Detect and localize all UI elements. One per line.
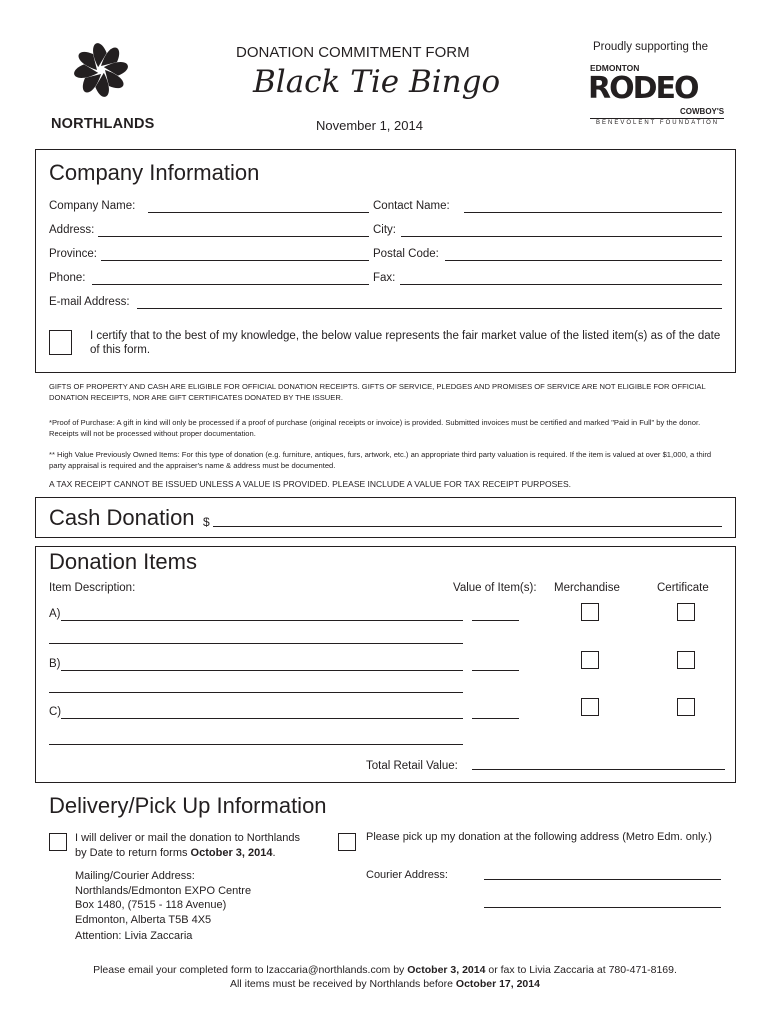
org-name: NORTHLANDS bbox=[51, 116, 155, 132]
deliver-option-end: . bbox=[272, 847, 276, 859]
item-row-c-certificate-checkbox[interactable] bbox=[677, 698, 695, 716]
cash-amount-field[interactable] bbox=[213, 526, 722, 527]
footer-line-1 bbox=[0, 964, 770, 976]
item-row-b-value[interactable] bbox=[472, 670, 519, 671]
swirl-icon bbox=[70, 36, 132, 104]
eligibility-note: GIFTS OF PROPERTY AND CASH ARE ELIGIBLE FOR OFFICIAL DONATION RECEIPTS. GIFTS OF SERVICE, PLEDGES AND PROMISES OF SERVICE ARE NOT ELIGIBLE FOR OFFICIAL DONATION RECEIPTS, NOR ARE GIFT CERTIFICATES DONATED BY THE ISSUER. bbox=[49, 382, 706, 402]
item-row-c-merchandise-checkbox[interactable] bbox=[581, 698, 599, 716]
item-row-c-description[interactable] bbox=[61, 718, 463, 719]
certify-text: I certify that to the best of my knowledge, the below value represents the fair market value of the listed item(s) as of the date of this form. bbox=[90, 330, 721, 356]
city-field[interactable] bbox=[401, 236, 722, 237]
footer-line-1-start: Please email your completed form to lzaccaria@northlands.com by bbox=[93, 964, 408, 976]
address-field[interactable] bbox=[98, 236, 369, 237]
supporting-text: Proudly supporting the bbox=[593, 41, 709, 53]
col-description: Item Description: bbox=[49, 582, 136, 594]
footer-line-2-date: October 17, 2014 bbox=[455, 978, 540, 990]
rodeo-logo-line2: COWBOY'S bbox=[680, 107, 725, 116]
item-row-b-label: B) bbox=[49, 658, 61, 670]
pickup-option-text: Please pick up my donation at the following address (Metro Edm. only.) bbox=[366, 831, 712, 843]
email-field[interactable] bbox=[137, 308, 722, 309]
mailing-address-block bbox=[75, 869, 251, 944]
fax-label: Fax: bbox=[373, 272, 396, 284]
high-value-note: ** High Value Previously Owned Items: For this type of donation (e.g. furniture, antiques, furs, artwork, etc.) an appropriate third party valuation is required. If the item is valued at over $1,000, a third party appraisal is required and the appraiser's name & address must be documented. bbox=[49, 450, 712, 470]
deliver-option-line2 bbox=[75, 846, 300, 861]
northlands-logo bbox=[70, 36, 132, 104]
item-row-a-value[interactable] bbox=[472, 620, 519, 621]
address-label: Address: bbox=[49, 224, 95, 236]
items-section bbox=[35, 546, 736, 783]
col-value: Value of Item(s): bbox=[453, 582, 537, 594]
cash-heading: Cash Donation bbox=[49, 505, 195, 530]
company-name-field[interactable] bbox=[148, 212, 369, 213]
pickup-checkbox[interactable] bbox=[338, 833, 356, 851]
tax-note: A TAX RECEIPT CANNOT BE ISSUED UNLESS A VALUE IS PROVIDED. PLEASE INCLUDE A VALUE FOR TAX RECEIPT PURPOSES. bbox=[49, 479, 571, 489]
rodeo-logo-line3: BENEVOLENT FOUNDATION bbox=[596, 120, 720, 126]
item-row-b-merchandise-checkbox[interactable] bbox=[581, 651, 599, 669]
currency-symbol: $ bbox=[203, 515, 210, 529]
item-row-a-label: A) bbox=[49, 608, 61, 620]
rodeo-logo-word: RODEO bbox=[588, 71, 698, 106]
mailing-line-1: Northlands/Edmonton EXPO Centre bbox=[75, 884, 252, 897]
rodeo-logo-line1: EDMONTON bbox=[590, 63, 640, 73]
total-retail-field[interactable] bbox=[472, 769, 725, 770]
city-label: City: bbox=[373, 224, 396, 236]
postal-code-field[interactable] bbox=[445, 260, 722, 261]
phone-label: Phone: bbox=[49, 272, 86, 284]
courier-address-field-1[interactable] bbox=[484, 879, 721, 880]
delivery-heading: Delivery/Pick Up Information bbox=[49, 793, 327, 818]
item-row-b-description-2[interactable] bbox=[49, 692, 463, 693]
certify-checkbox[interactable] bbox=[49, 330, 72, 355]
item-row-a-certificate-checkbox[interactable] bbox=[677, 603, 695, 621]
courier-label: Courier Address: bbox=[366, 869, 448, 881]
form-title: DONATION COMMITMENT FORM bbox=[236, 44, 470, 61]
postal-code-label: Postal Code: bbox=[373, 248, 439, 260]
item-row-b-certificate-checkbox[interactable] bbox=[677, 651, 695, 669]
mailing-label: Mailing/Courier Address: bbox=[75, 870, 195, 882]
email-label: E-mail Address: bbox=[49, 296, 130, 308]
phone-field[interactable] bbox=[92, 284, 369, 285]
province-label: Province: bbox=[49, 248, 97, 260]
mailing-line-3: Edmonton, Alberta T5B 4X5 bbox=[75, 913, 212, 926]
rodeo-logo bbox=[588, 62, 726, 130]
footer-line-1-date: October 3, 2014 bbox=[407, 964, 486, 976]
items-heading: Donation Items bbox=[49, 549, 197, 574]
event-name: Black Tie Bingo bbox=[253, 64, 501, 100]
deliver-checkbox[interactable] bbox=[49, 833, 67, 851]
company-name-label: Company Name: bbox=[49, 200, 136, 212]
item-row-a-description[interactable] bbox=[61, 620, 463, 621]
col-merchandise: Merchandise bbox=[554, 582, 620, 594]
event-date: November 1, 2014 bbox=[316, 118, 423, 133]
deliver-option-text bbox=[75, 831, 300, 861]
fax-field[interactable] bbox=[400, 284, 722, 285]
item-row-a-merchandise-checkbox[interactable] bbox=[581, 603, 599, 621]
attention-line: Attention: Livia Zaccaria bbox=[75, 930, 193, 942]
col-certificate: Certificate bbox=[657, 582, 709, 594]
proof-note: *Proof of Purchase: A gift in kind will only be processed if a proof of purchase (original receipts or invoice) is provided. Submitted invoices must be certified and marked "Paid in Full" by the donor. Receipts will not be processed without proper documentation. bbox=[49, 418, 701, 438]
item-row-c-value[interactable] bbox=[472, 718, 519, 719]
item-row-a-description-2[interactable] bbox=[49, 643, 463, 644]
contact-name-field[interactable] bbox=[464, 212, 722, 213]
footer-line-2 bbox=[0, 978, 770, 990]
deliver-option-date: October 3, 2014 bbox=[190, 847, 273, 859]
deliver-option-by-date: by Date to return forms bbox=[75, 847, 191, 859]
company-heading: Company Information bbox=[49, 160, 260, 185]
courier-address-field-2[interactable] bbox=[484, 907, 721, 908]
footer-line-1-end: or fax to Livia Zaccaria at 780-471-8169. bbox=[485, 964, 677, 976]
mailing-line-2: Box 1480, (7515 - 118 Avenue) bbox=[75, 899, 227, 911]
item-row-c-label: C) bbox=[49, 706, 62, 718]
deliver-option-line1: I will deliver or mail the donation to Northlands bbox=[75, 832, 301, 844]
footer-line-2-start: All items must be received by Northlands before bbox=[230, 978, 456, 990]
total-retail-label: Total Retail Value: bbox=[366, 760, 458, 772]
item-row-b-description[interactable] bbox=[61, 670, 463, 671]
item-row-c-description-2[interactable] bbox=[49, 744, 463, 745]
province-field[interactable] bbox=[101, 260, 369, 261]
contact-name-label: Contact Name: bbox=[373, 200, 450, 212]
